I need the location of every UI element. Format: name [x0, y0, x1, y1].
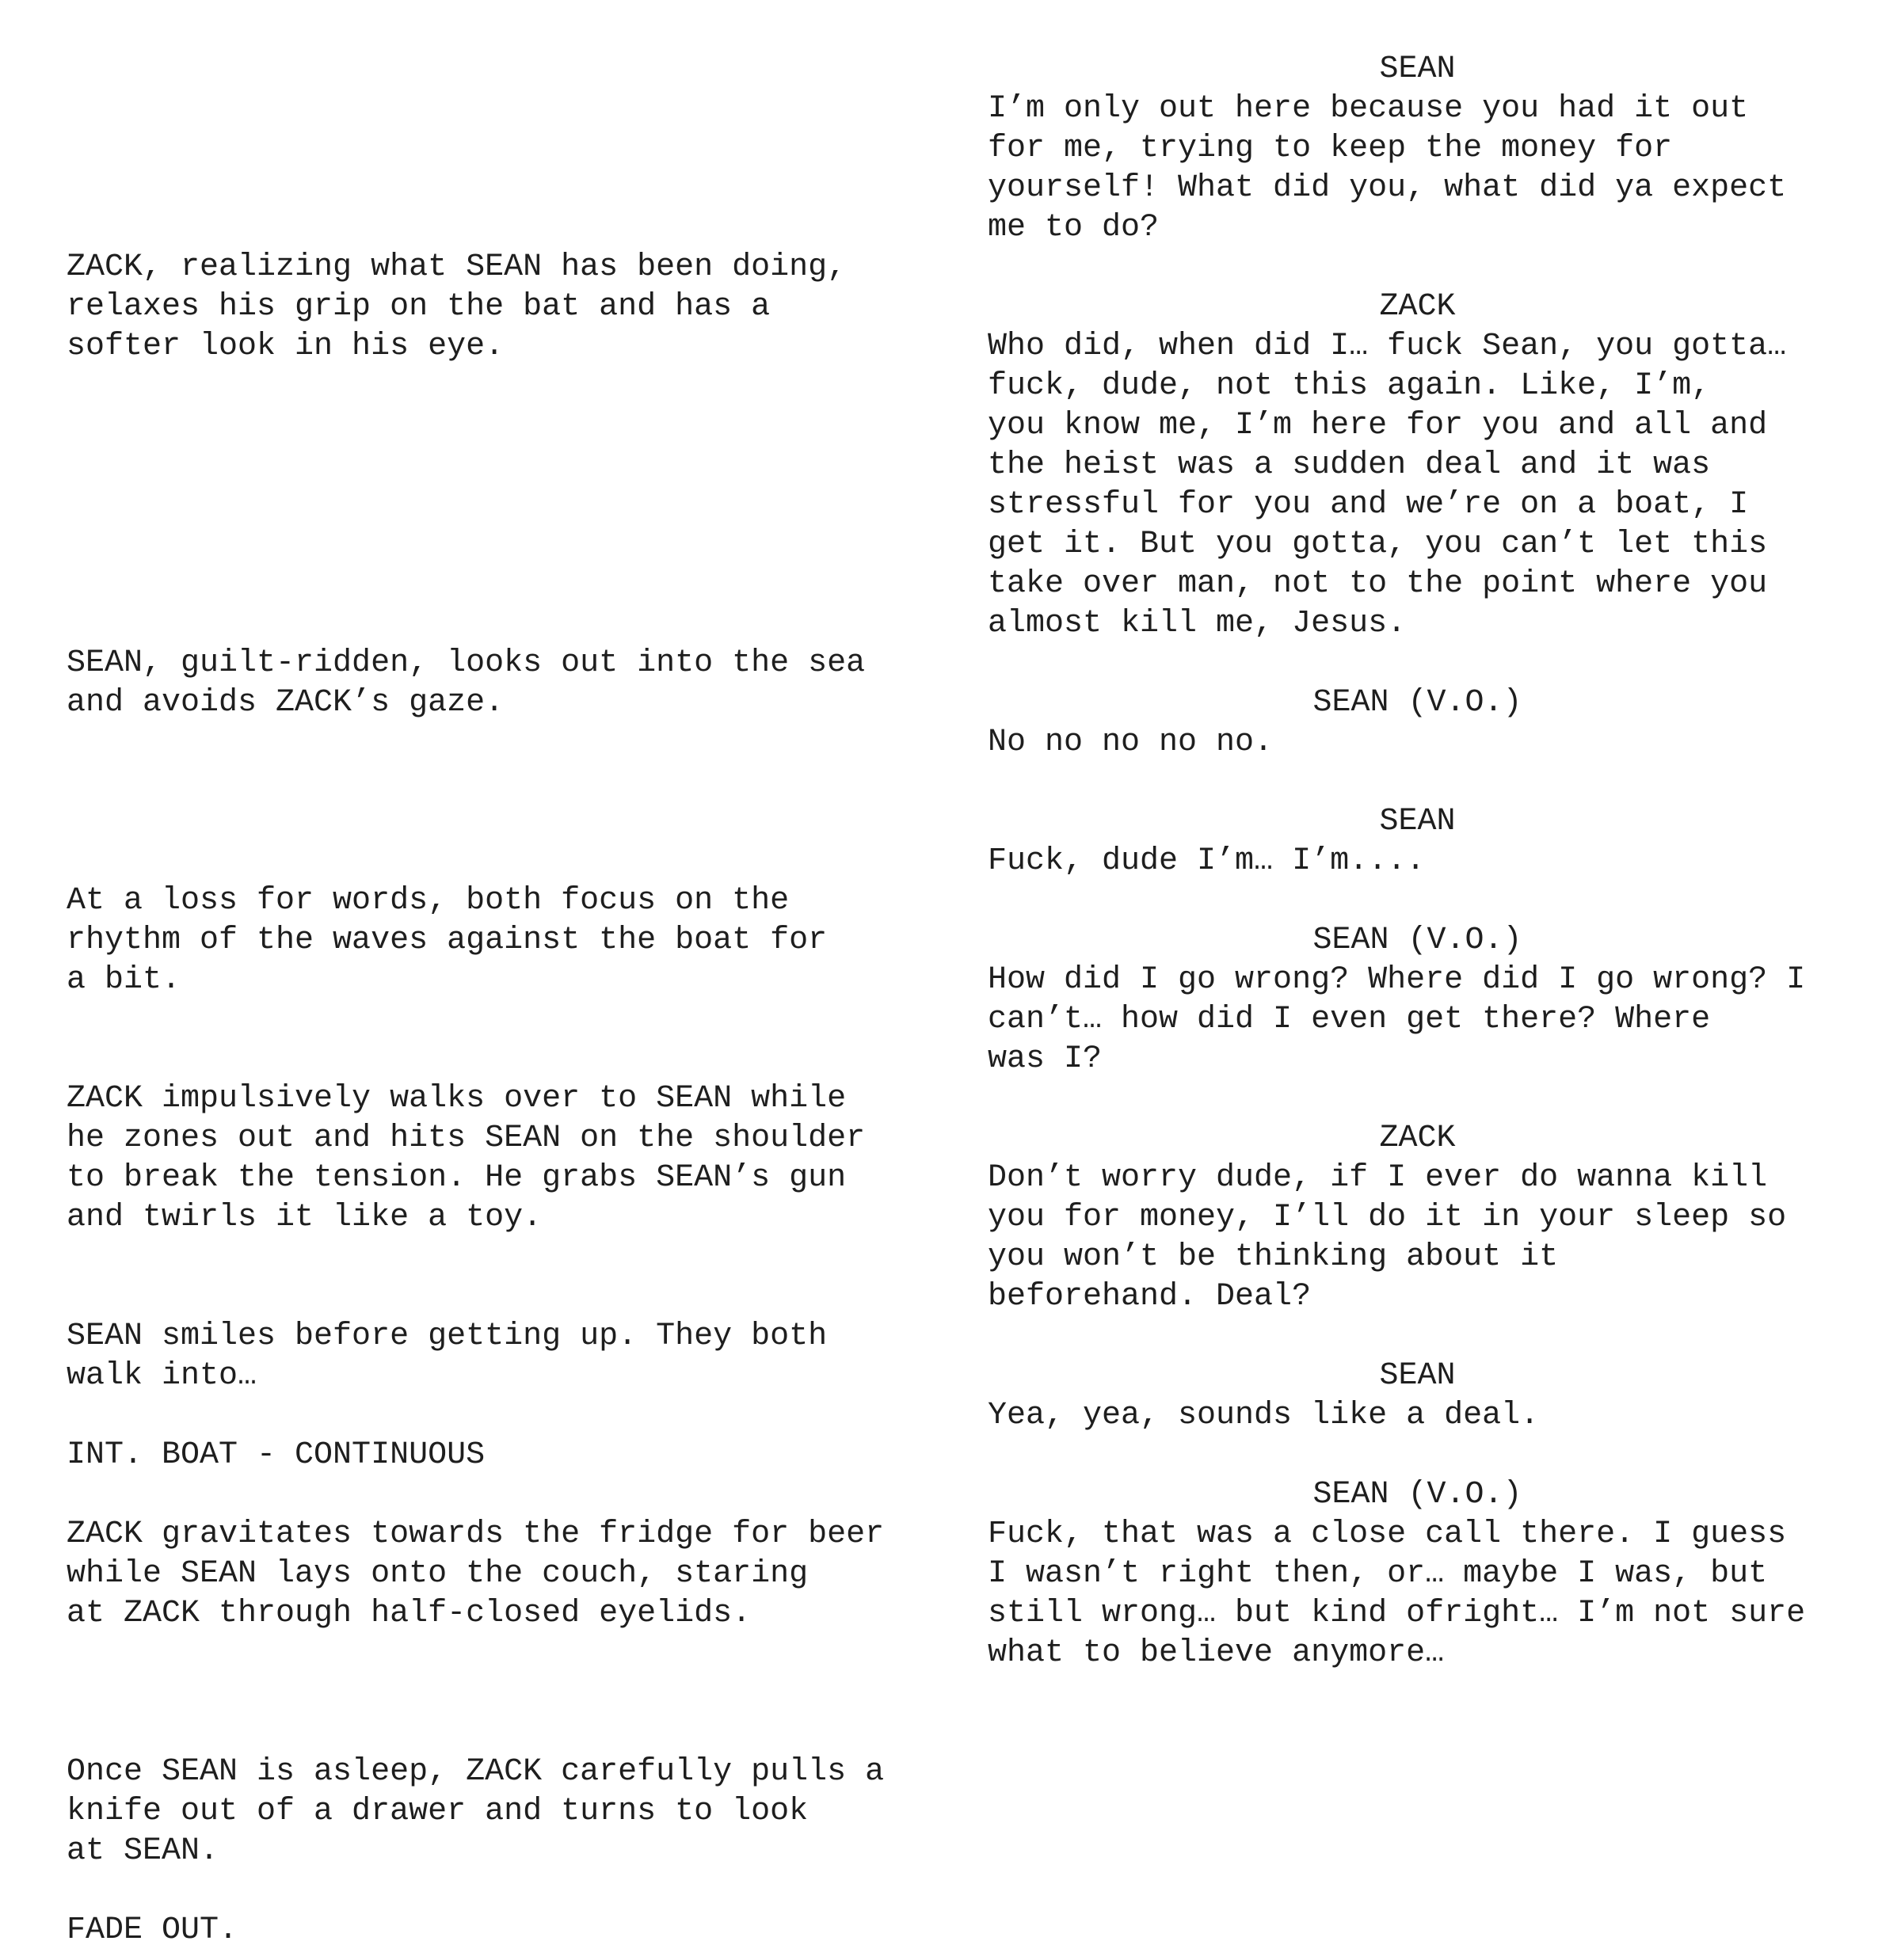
- dialogue-line: Fuck, dude I’m… I’m....: [988, 843, 1426, 879]
- character-cue: SEAN (V.O.): [1312, 685, 1522, 721]
- character-cue: SEAN: [1379, 51, 1456, 87]
- dialogue-line: No no no no no.: [988, 725, 1274, 760]
- dialogue-line: Who did, when did I… fuck Sean, you gotta… fuck, dude, not this again. Like, I’m, you know me, I’m here for you and all and the heist was a sudden deal and it was stressful for you and we’re on a boat, I get it. But you gotta, you can’t let this take over man, not to the point where you almost kill me, Jesus.: [988, 329, 1787, 641]
- character-cue: ZACK: [1379, 1121, 1456, 1156]
- scene-heading: INT. BOAT - CONTINUOUS: [67, 1437, 486, 1473]
- action-sean-guilt: SEAN, guilt-ridden, looks out into the sea and avoids ZACK’s gaze.: [67, 645, 866, 721]
- character-cue: SEAN: [1379, 804, 1456, 839]
- dialogue-line: Don’t worry dude, if I ever do wanna kill you for money, I’ll do it in your sleep so you won’t be thinking about it beforehand. Deal?: [988, 1160, 1787, 1315]
- transition: FADE OUT.: [67, 1912, 238, 1948]
- dialogue-line: I’m only out here because you had it out for me, trying to keep the money for yourself! What did you, what did ya expect me to do?: [988, 91, 1787, 245]
- character-cue: SEAN (V.O.): [1312, 923, 1522, 958]
- character-cue: SEAN (V.O.): [1312, 1477, 1522, 1513]
- action-zack-fridge: ZACK gravitates towards the fridge for beer while SEAN lays onto the couch, staring at ZACK through half-closed eyelids.: [67, 1517, 885, 1631]
- action-zack-walks-over: ZACK impulsively walks over to SEAN while he zones out and hits SEAN on the shoulder to break the tension. He grabs SEAN’s gun and twirls it like a toy.: [67, 1081, 866, 1235]
- dialogue-line: How did I go wrong? Where did I go wrong? I can’t… how did I even get there? Where was I?: [988, 962, 1806, 1077]
- dialogue-line: Yea, yea, sounds like a deal.: [988, 1398, 1540, 1433]
- action-zack-relaxes: ZACK, realizing what SEAN has been doing, relaxes his grip on the bat and has a softer look in his eye.: [67, 249, 847, 364]
- action-loss-for-words: At a loss for words, both focus on the rhythm of the waves against the boat for a bit.: [67, 883, 828, 998]
- action-sean-smiles: SEAN smiles before getting up. They both walk into…: [67, 1319, 828, 1394]
- character-cue: ZACK: [1379, 289, 1456, 325]
- action-zack-knife: Once SEAN is asleep, ZACK carefully pulls a knife out of a drawer and turns to look at SEAN.: [67, 1754, 885, 1869]
- dialogue-line: Fuck, that was a close call there. I guess I wasn’t right then, or… maybe I was, but still wrong… but kind ofright… I’m not sure what to believe anymore…: [988, 1517, 1806, 1671]
- character-cue: SEAN: [1379, 1358, 1456, 1394]
